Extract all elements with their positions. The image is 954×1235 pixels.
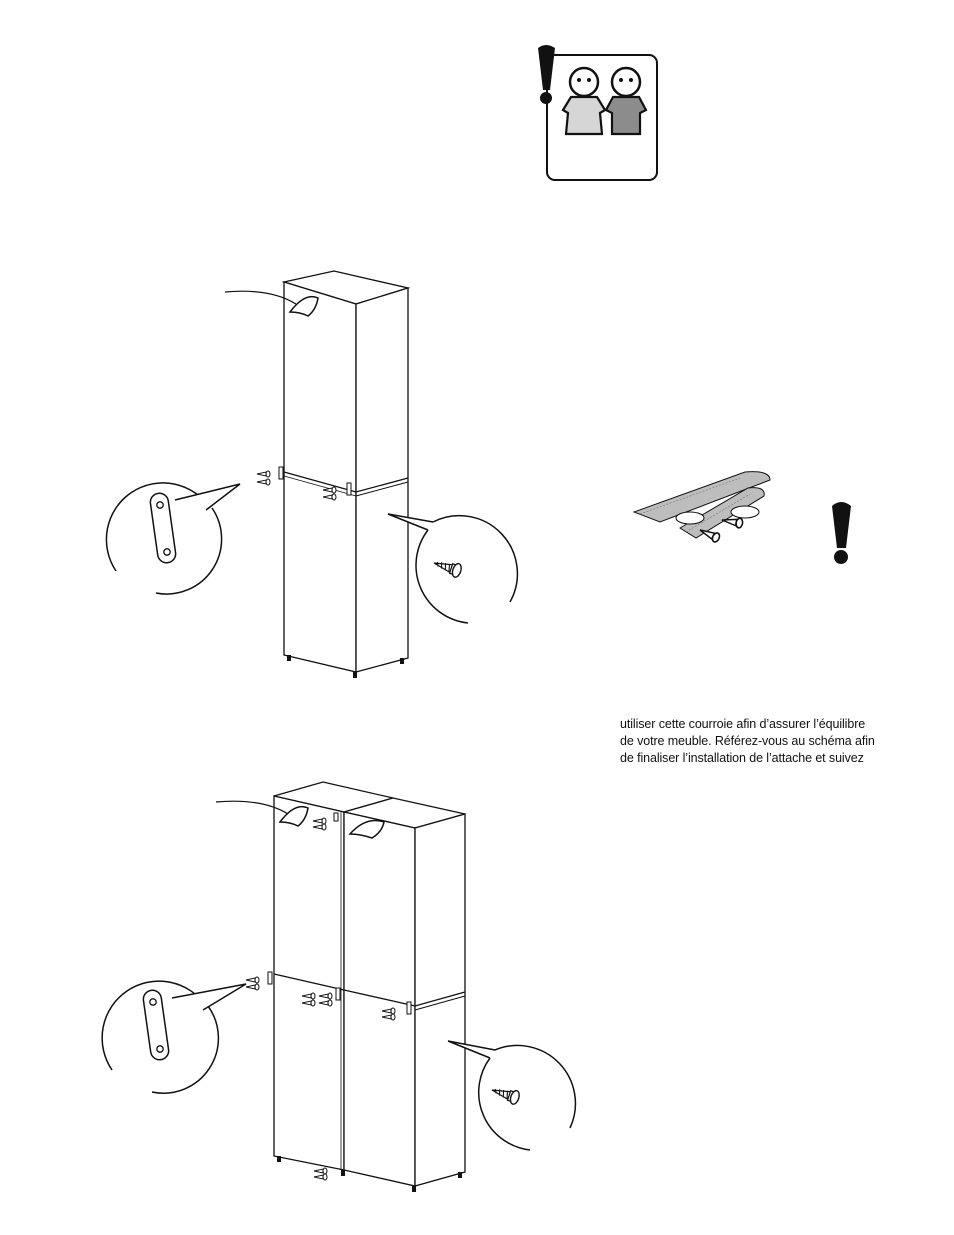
instruction-line-1: utiliser cette courroie afin d’assurer l’équilibre bbox=[620, 717, 866, 731]
double-cabinet-diagram bbox=[102, 782, 575, 1192]
connector-plate-callout-2 bbox=[102, 981, 246, 1093]
exclamation-icon bbox=[832, 502, 851, 564]
connector-plate-icon bbox=[149, 492, 177, 564]
connector-plate-callout bbox=[106, 483, 240, 594]
strap-instruction-text bbox=[620, 716, 920, 767]
safety-strap-icon bbox=[634, 472, 770, 543]
screw-icon-2 bbox=[490, 1083, 521, 1105]
two-person-warning-icon bbox=[538, 45, 657, 180]
single-cabinet-diagram bbox=[106, 271, 517, 678]
instruction-line-2: de votre meuble. Référez-vous au schéma afin bbox=[620, 734, 875, 748]
screw-callout-2 bbox=[448, 1041, 575, 1150]
connector-plate-icon-2 bbox=[142, 989, 170, 1061]
instruction-line-3: de finaliser l’installation de l’attache et suivez bbox=[620, 751, 864, 765]
screw-icon bbox=[432, 556, 463, 578]
